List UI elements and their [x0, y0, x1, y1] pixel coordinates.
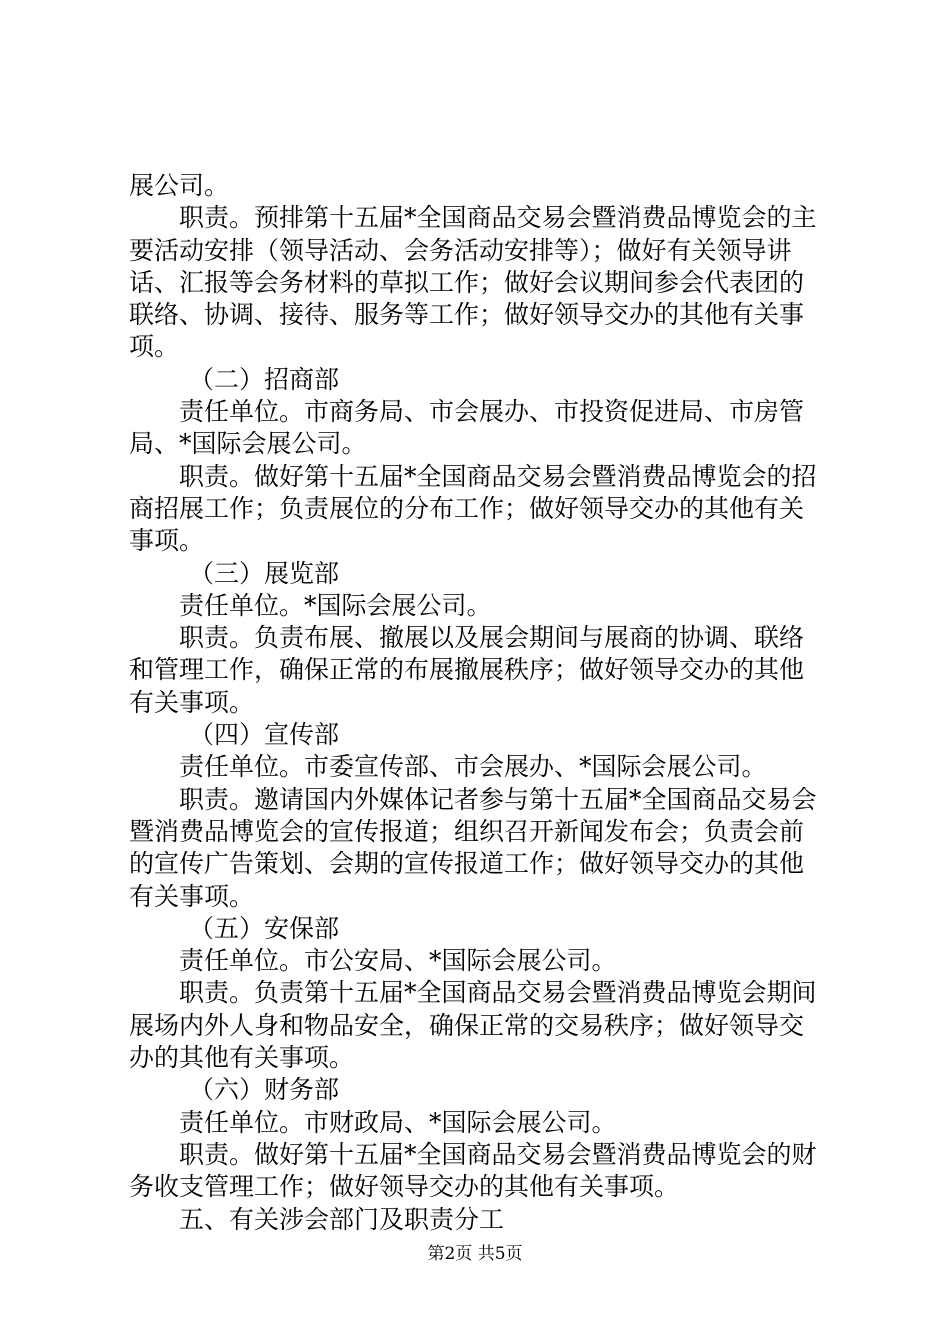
- paragraph-line: 项。: [129, 332, 180, 362]
- paragraph-line: 的宣传广告策划、会期的宣传报道工作；做好领导交办的其他: [129, 849, 805, 879]
- paragraph-line: 有关事项。: [129, 687, 255, 717]
- paragraph-line: 五、有关涉会部门及职责分工: [179, 1204, 505, 1234]
- page-footer: 第2页 共5页: [427, 1244, 523, 1264]
- paragraph-line: 话、汇报等会务材料的草拟工作；做好会议期间参会代表团的: [129, 267, 805, 297]
- paragraph-line: 事项。: [129, 526, 205, 556]
- paragraph-line: 责任单位。市委宣传部、市会展办、*国际会展公司。: [179, 752, 767, 782]
- paragraph-line: 办的其他有关事项。: [129, 1043, 355, 1073]
- paragraph-line: 职责。负责第十五届*全国商品交易会暨消费品博览会期间: [179, 978, 817, 1008]
- paragraph-line: 职责。做好第十五届*全国商品交易会暨消费品博览会的财: [179, 1139, 817, 1169]
- paragraph-line: 暨消费品博览会的宣传报道；组织召开新闻发布会；负责会前: [129, 816, 805, 846]
- paragraph-line: 责任单位。市财政局、*国际会展公司。: [179, 1107, 617, 1137]
- paragraph-line: 职责。做好第十五届*全国商品交易会暨消费品博览会的招: [179, 461, 817, 491]
- paragraph-line: 局、*国际会展公司。: [129, 429, 367, 459]
- paragraph-line: 和管理工作，确保正常的布展撤展秩序；做好领导交办的其他: [129, 655, 805, 685]
- paragraph-line: 职责。负责布展、撤展以及展会期间与展商的协调、联络: [179, 623, 805, 653]
- document-body: [129, 170, 831, 1236]
- paragraph-line: 展场内外人身和物品安全，确保正常的交易秩序；做好领导交: [129, 1010, 805, 1040]
- section-heading: （四）宣传部: [189, 720, 340, 750]
- paragraph-line: 务收支管理工作；做好领导交办的其他有关事项。: [129, 1172, 680, 1202]
- section-heading: （二）招商部: [189, 364, 340, 394]
- section-heading: （六）财务部: [189, 1075, 340, 1105]
- section-heading: （五）安保部: [189, 913, 340, 943]
- section-heading: （三）展览部: [189, 558, 340, 588]
- paragraph-line: 责任单位。*国际会展公司。: [179, 590, 492, 620]
- paragraph-line: 职责。预排第十五届*全国商品交易会暨消费品博览会的主: [179, 203, 817, 233]
- paragraph-line: 商招展工作；负责展位的分布工作；做好领导交办的其他有关: [129, 493, 805, 523]
- paragraph-line: 职责。邀请国内外媒体记者参与第十五届*全国商品交易会: [179, 784, 817, 814]
- paragraph-line: 责任单位。市公安局、*国际会展公司。: [179, 946, 617, 976]
- paragraph-line: 展公司。: [129, 171, 230, 200]
- paragraph-line: 联络、协调、接待、服务等工作；做好领导交办的其他有关事: [129, 300, 805, 330]
- paragraph-line: 责任单位。市商务局、市会展办、市投资促进局、市房管: [179, 397, 805, 427]
- paragraph-line: 要活动安排（领导活动、会务活动安排等）；做好有关领导讲: [129, 235, 792, 265]
- paragraph-line: 有关事项。: [129, 881, 255, 911]
